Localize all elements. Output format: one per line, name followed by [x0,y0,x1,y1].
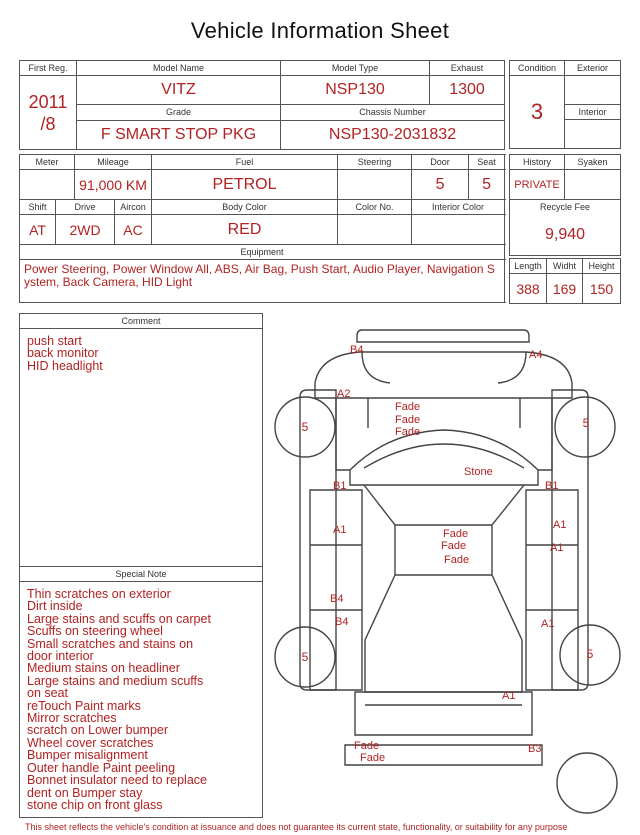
recycle-fee-label: Recycle Fee [510,200,621,215]
damage-mark: A2 [337,388,351,400]
note-line: Scuffs on steering wheel [27,624,163,639]
mileage-value: 91,000 KM [75,170,152,200]
disclaimer-footer: This sheet reflects the vehicle's condition at issuance and does not guarantee its current state, functionality, or suitability for any purpose [25,822,568,832]
condition-table [509,60,621,149]
recycle-fee-value: 9,940 [510,214,621,256]
width-label: Widht [547,259,583,274]
damage-mark: Fade [441,540,467,552]
first-reg-month: /8 [40,113,56,134]
seat-value: 5 [469,170,505,200]
first-reg-value [20,76,77,150]
damage-mark: Fade [443,528,469,540]
exhaust-value: 1300 [430,76,505,105]
door-value: 5 [412,170,469,200]
seat-label: Seat [469,155,505,170]
shift-value: AT [20,215,56,245]
spec-table [19,154,505,303]
damage-mark: B4 [330,593,344,605]
door-label: Door [412,155,469,170]
history-label: History [510,155,565,170]
comment-label: Comment [20,314,262,329]
damage-mark: Fade [395,414,421,426]
damage-mark: B1 [545,480,559,492]
fuel-label: Fuel [152,155,338,170]
tire-tread-front-right: 5 [582,416,590,430]
size-table [509,258,621,304]
steering-value [338,170,412,200]
note-line: Large stains and scuffs on carpet [27,611,211,626]
exterior-label: Exterior [565,61,621,76]
model-type-value: NSP130 [281,76,430,105]
exterior-value [565,76,621,105]
interior-color-value [412,215,505,245]
note-line: stone chip on front glass [27,797,163,812]
syaken-label: Syaken [565,155,621,170]
damage-mark: A1 [541,618,555,630]
special-note-list [20,582,262,811]
interior-color-label: Interior Color [412,200,505,215]
tire-tread-rear-right: 5 [586,647,594,661]
interior-value [565,120,621,149]
damage-mark: B1 [333,480,347,492]
model-name-value: VITZ [77,76,281,105]
note-line: Mirror scratches [27,711,117,726]
damage-mark: A1 [553,519,567,531]
exhaust-label: Exhaust [430,61,505,76]
damage-mark: A1 [333,524,347,536]
comment-list [20,329,262,372]
damage-mark: B3 [528,743,542,755]
special-note-box [19,566,263,818]
height-label: Height [583,259,621,274]
chassis-label: Chassis Number [281,105,505,120]
meter-label: Meter [20,155,75,170]
damage-mark: Stone [464,466,493,478]
aircon-label: Aircon [115,200,152,215]
color-no-value [338,215,412,245]
page-title: Vehicle Information Sheet [190,18,450,43]
first-reg-label: First Reg. [20,61,77,76]
note-line: door interior [27,649,94,664]
special-note-label: Special Note [20,567,262,582]
note-line: Small scratches and stains on [27,636,194,651]
interior-label: Interior [565,105,621,120]
grade-value: F SMART STOP PKG [77,120,281,149]
note-line: Outer handle Paint peeling [27,760,176,775]
damage-mark: B4 [335,616,349,628]
first-reg-year: 2011 [28,91,68,112]
note-line: Wheel cover scratches [27,735,154,750]
comment-box [19,313,263,567]
damage-mark: Fade [444,554,470,566]
chassis-value: NSP130-2031832 [281,120,505,149]
vehicle-info-table [19,60,505,150]
comment-line: HID headlight [27,358,103,373]
note-line: Large stains and medium scuffs [27,673,204,688]
tire-tread-front-left: 5 [301,420,309,434]
height-value: 150 [583,274,621,304]
note-line: Bumper misalignment [27,748,148,763]
condition-value: 3 [510,76,565,149]
car-damage-diagram [270,318,630,818]
width-value: 169 [547,274,583,304]
length-value: 388 [510,274,547,304]
body-color-value: RED [152,215,338,245]
note-line: scratch on Lower bumper [27,723,169,738]
damage-mark: Fade [354,740,380,752]
meter-value [20,170,75,200]
damage-mark: Fade [395,401,421,413]
note-line: Medium stains on headliner [27,661,180,676]
history-value: PRIVATE [510,170,565,200]
note-line: Bonnet insulator need to replace [27,773,207,788]
syaken-value [565,170,621,200]
equipment-label: Equipment [20,245,505,260]
damage-mark: A1 [502,690,516,702]
shift-label: Shift [20,200,56,215]
comment-line: back monitor [27,346,99,361]
note-line: Dirt inside [27,599,83,614]
equipment-value: Power Steering, Power Window All, ABS, Air Bag, Push Start, Audio Player, Navigation System, Back Camera, HID Light [24,262,495,289]
note-line: reTouch Paint marks [27,698,141,713]
note-line: dent on Bumper stay [27,785,143,800]
grade-label: Grade [77,105,281,120]
damage-mark: A4 [529,349,543,361]
fuel-value: PETROL [152,170,338,200]
condition-label: Condition [510,61,565,76]
damage-mark: B4 [350,344,364,356]
drive-label: Drive [56,200,115,215]
mileage-label: Mileage [75,155,152,170]
drive-value: 2WD [56,215,115,245]
aircon-value: AC [115,215,152,245]
damage-mark: Fade [395,426,421,438]
comment-line: push start [27,334,82,348]
model-name-label: Model Name [77,61,281,76]
steering-label: Steering [338,155,412,170]
tire-tread-rear-left: 5 [301,650,309,664]
length-label: Length [510,259,547,274]
damage-mark: A1 [550,542,564,554]
note-line: Thin scratches on exterior [27,587,171,601]
history-table [509,154,621,256]
note-line: on seat [27,686,69,701]
model-type-label: Model Type [281,61,430,76]
color-no-label: Color No. [338,200,412,215]
body-color-label: Body Color [152,200,338,215]
damage-mark: Fade [360,752,386,764]
